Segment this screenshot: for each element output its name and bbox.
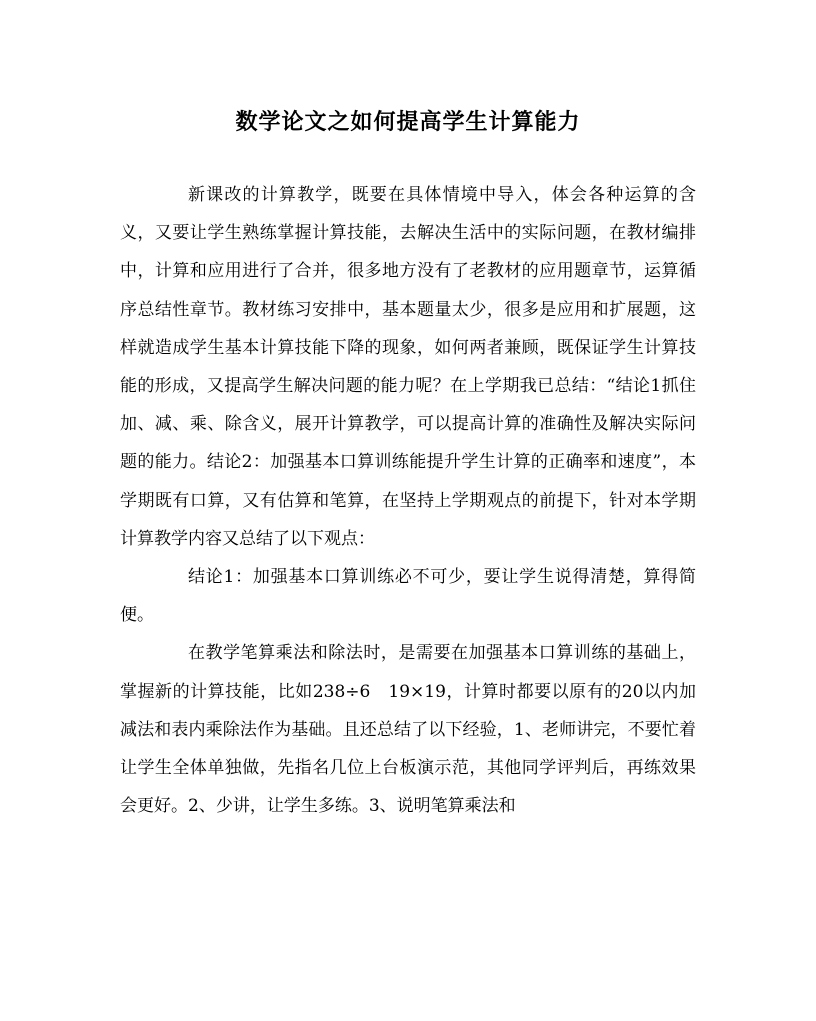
document-body [120, 176, 696, 825]
paragraph-written-calculation: 在教学笔算乘法和除法时，是需要在加强基本口算训练的基础上，掌握新的计算技能，比如238÷6 19×19，计算时都要以原有的20以内加减法和表内乘除法作为基础。且还总结了以下经验，1、老师讲完，不要忙着让学生全体单独做，先指名几位上台板演示范，其他同学评判后，再练效果会更好。2、少讲，让学生多练。3、说明笔算乘法和 [120, 643, 696, 817]
document-title: 数学论文之如何提高学生计算能力 [235, 109, 581, 135]
paragraph-conclusion-1: 结论1：加强基本口算训练必不可少，要让学生说得清楚，算得简便。 [120, 567, 696, 626]
paragraph-intro: 新课改的计算教学，既要在具体情境中导入，体会各种运算的含义，又要让学生熟练掌握计算技能，去解决生活中的实际问题，在教材编排中，计算和应用进行了合并，很多地方没有了老教材的应用题章节，运算循序总结性章节。教材练习安排中，基本题量太少，很多是应用和扩展题，这样就造成学生基本计算技能下降的现象，如何两者兼顾，既保证学生计算技能的形成，又提高学生解决问题的能力呢？在上学期我已总结：“结论1抓住加、减、乘、除含义，展开计算教学，可以提高计算的准确性及解决实际问题的能力。结论2：加强基本口算训练能提升学生计算的正确率和速度”，本学期既有口算，又有估算和笔算，在坚持上学期观点的前提下，针对本学期计算教学内容又总结了以下观点： [120, 185, 696, 549]
